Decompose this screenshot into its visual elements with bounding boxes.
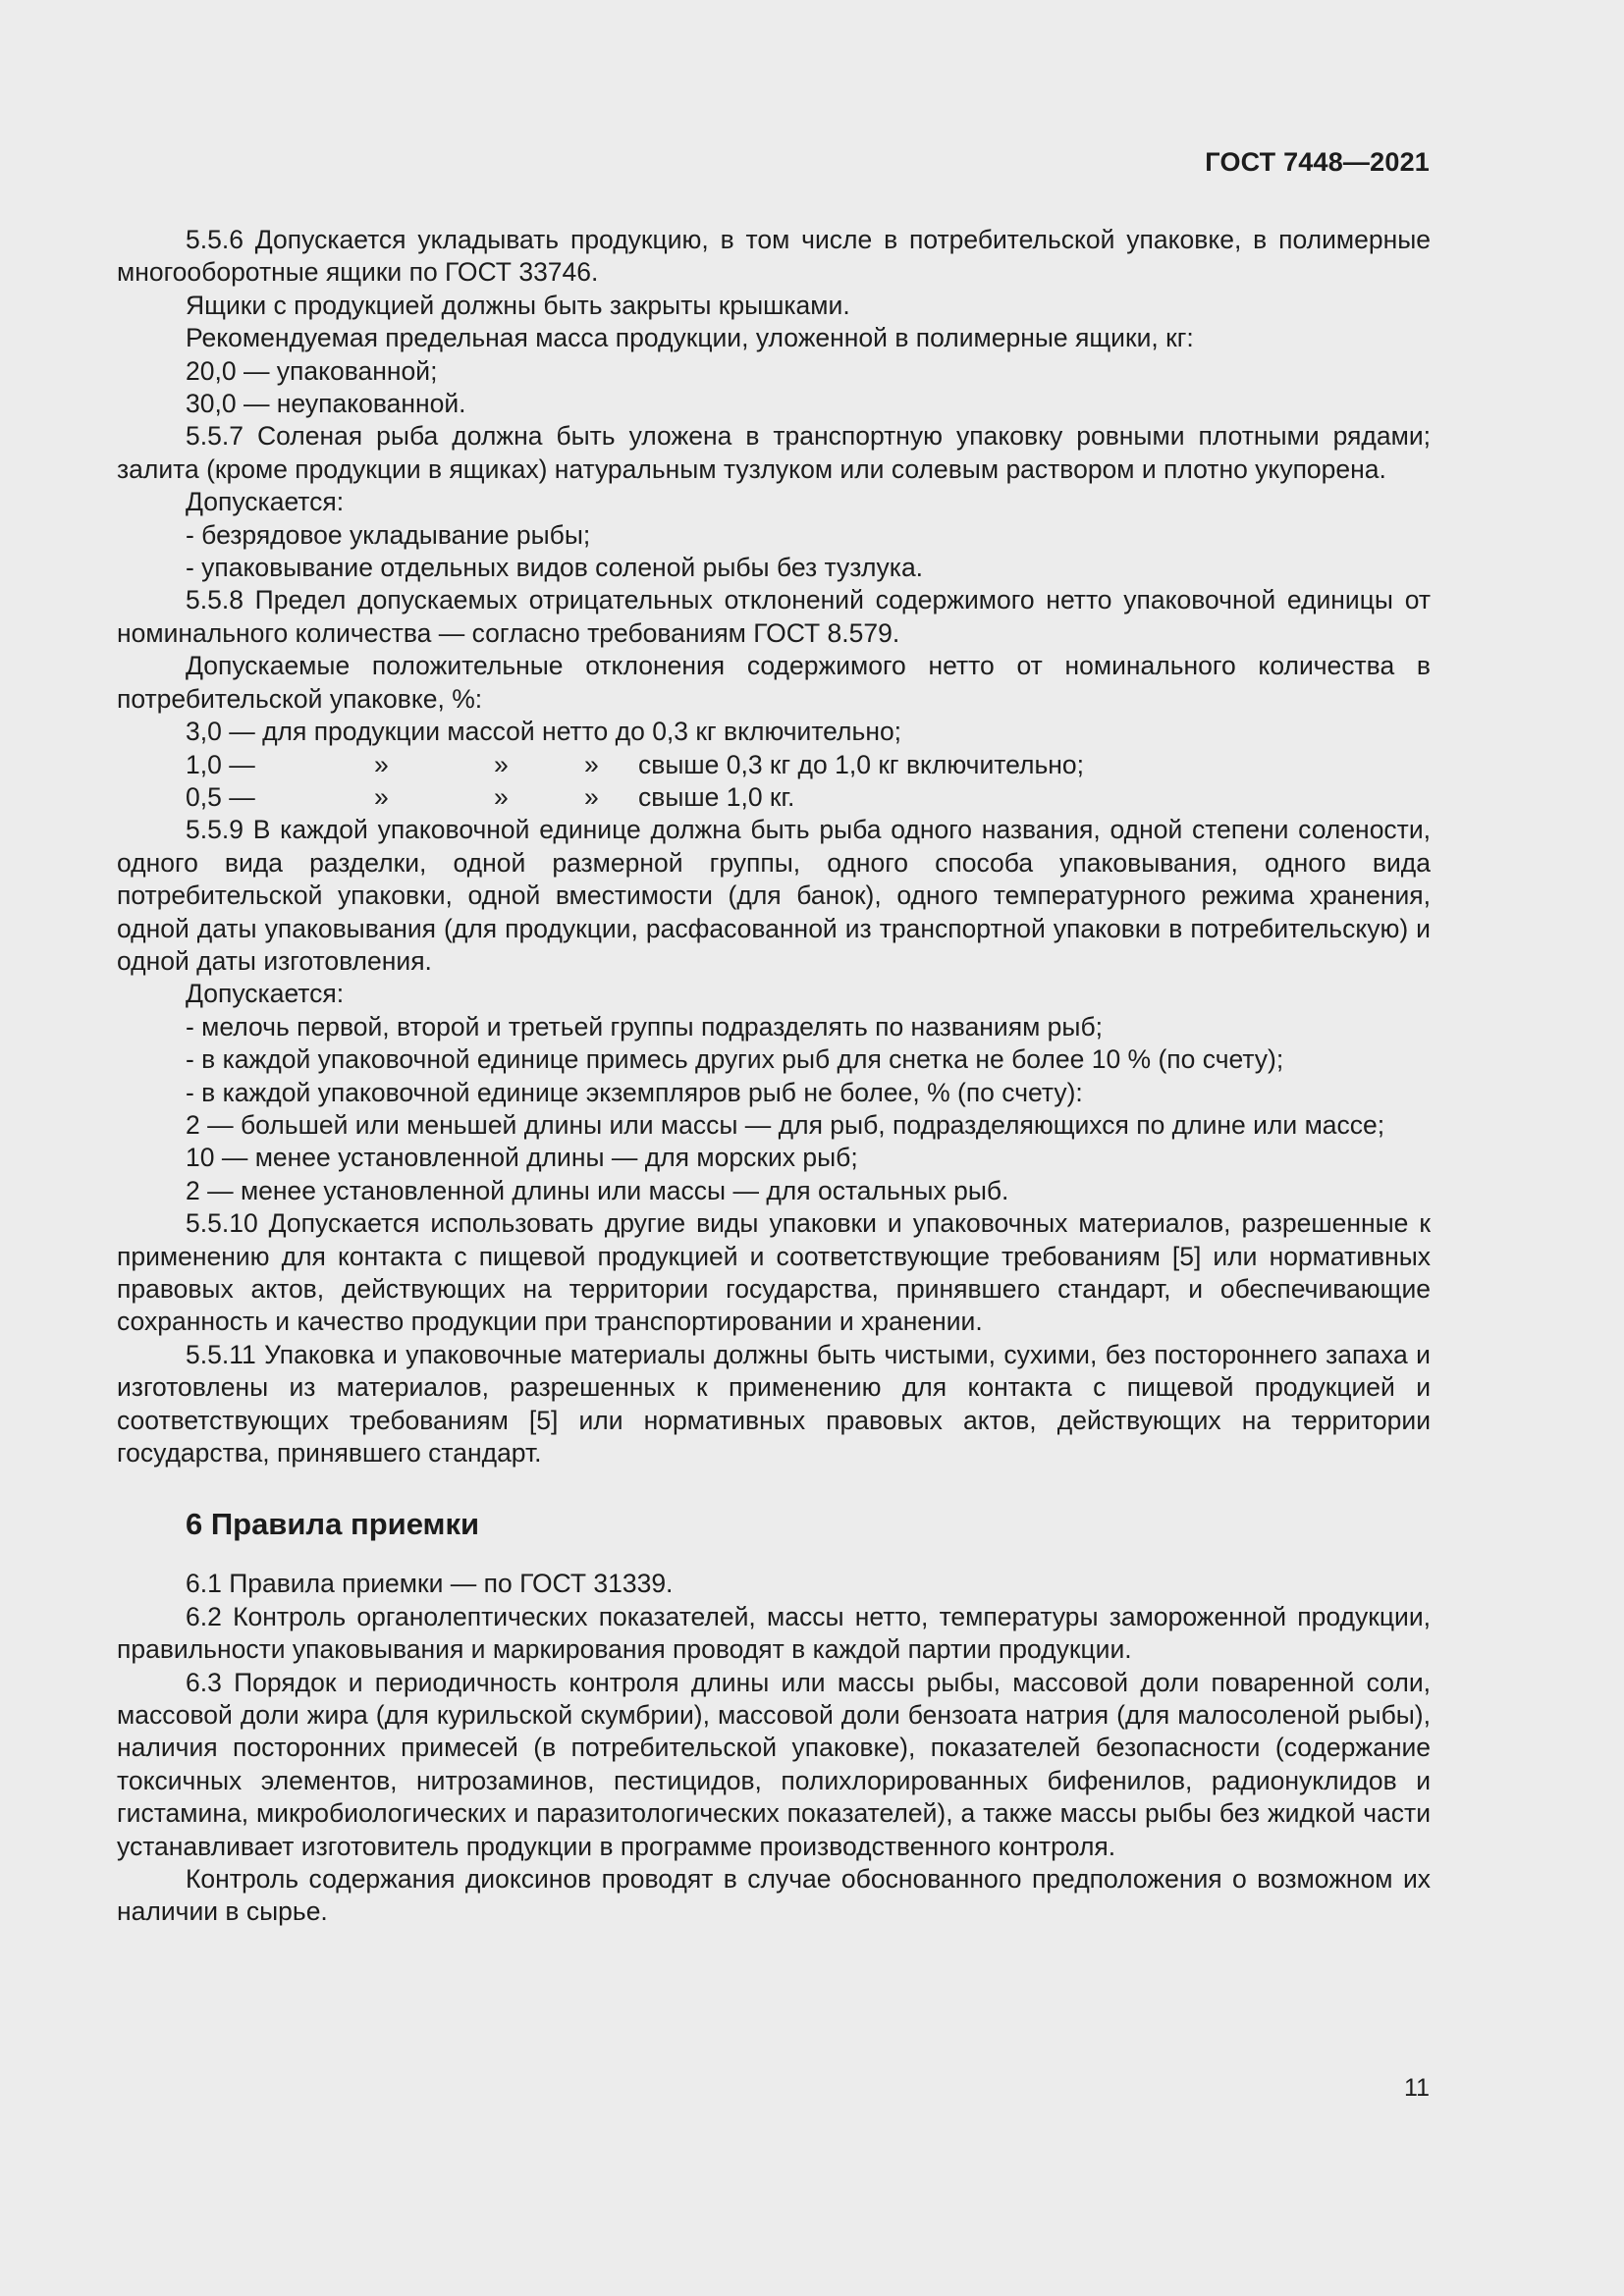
list-item-rowless-laying: - безрядовое укладывание рыбы; (186, 519, 591, 550)
deviation-row-0-5 (117, 781, 1431, 814)
paragraph-5-5-7: 5.5.7 Соленая рыба должна быть уложена в транспортную упаковку ровными плотными рядами; залита (кроме продукции в ящиках) натуральным тузлуком или солевым раствором и плотно укупорена. (117, 421, 1431, 484)
paragraph-6-3: 6.3 Порядок и периодичность контроля длины или массы рыбы, массовой доли поваренной соли, массовой доли жира (для курильской скумбрии), массовой доли бензоата натрия (для малосоленой рыбы), наличия посторонних примесей (в потребительской упаковке), показателей безопасности (содержание токсичных элементов, нитрозаминов, пестицидов, полихлорированных бифенилов, радионуклидов и гистамина, микробиологических и паразитологических показателей), а также массы рыбы без жидкой части устанавливает изготовитель продукции в программе производственного контроля. (117, 1667, 1431, 1861)
list-item-small-fish: - мелочь первой, второй и третьей группы подразделять по названиям рыб; (186, 1011, 1103, 1041)
paragraph-6-1: 6.1 Правила приемки — по ГОСТ 31339. (186, 1569, 674, 1599)
deviation-range: свыше 0,3 кг до 1,0 кг включительно; (638, 749, 1084, 779)
ditto-mark: » (584, 749, 599, 779)
list-item-length-or-mass: 2 — большей или меньшей длины или массы — для рыб, подразделяющихся по длине или массе; (186, 1109, 1385, 1140)
paragraph-allowed-label: Допускается: (186, 487, 345, 517)
paragraph-dioxins: Контроль содержания диоксинов проводят в случае обоснованного предположения о возможном их наличии в сырье. (117, 1864, 1431, 1927)
ditto-mark: » (584, 781, 599, 812)
page-number: 11 (1404, 2074, 1430, 2102)
deviation-value: 0,5 — (186, 781, 255, 812)
mass-packed-item: 20,0 — упакованной; (186, 355, 438, 386)
paragraph-5-5-10: 5.5.10 Допускается использовать другие виды упаковки и упаковочных материалов, разрешенные к применению для контакта с пищевой продукцией и соответствующие требованиям [5] или нормативных правовых актов, действующих на территории государства, принявшего стандарт, и обеспечивающие сохранность и качество продукции при транспортировании и хранении. (117, 1208, 1431, 1337)
paragraph-5-5-9: 5.5.9 В каждой упаковочной единице должна быть рыба одного названия, одной степени солености, одного вида разделки, одной размерной группы, одного способа упаковывания, одного вида потребительской упаковки, одной вместимости (для банок), одного температурного режима хранения, одной даты упаковывания (для продукции, расфасованной из транспортной упаковки в потребительскую) и одной даты изготовления. (117, 815, 1431, 976)
list-item-admixture: - в каждой упаковочной единице примесь других рыб для снетка не более 10 % (по счету); (186, 1044, 1284, 1075)
list-item-no-brine: - упаковывание отдельных видов соленой рыбы без тузлука. (186, 553, 924, 583)
deviation-row-3-0: 3,0 — для продукции массой нетто до 0,3 кг включительно; (186, 717, 902, 747)
ditto-mark: » (494, 749, 509, 779)
list-item-other-fish: 2 — менее установленной длины или массы — для остальных рыб. (186, 1175, 1009, 1205)
document-body (117, 224, 1431, 1929)
mass-unpacked-item: 30,0 — неупакованной. (186, 389, 466, 419)
paragraph-boxes-closed: Ящики с продукцией должны быть закрыты крышками. (186, 290, 850, 320)
deviation-row-1-0 (117, 749, 1431, 781)
section-heading-6: 6 Правила приемки (186, 1507, 480, 1542)
ditto-mark: » (494, 781, 509, 812)
ditto-mark: » (374, 749, 389, 779)
paragraph-5-5-11: 5.5.11 Упаковка и упаковочные материалы должны быть чистыми, сухими, без постороннего запаха и изготовлены из материалов, разрешенных к применению для контакта с пищевой продукцией и соответствующих требованиям [5] или нормативных правовых актов, действующих на территории государства, принявшего стандарт. (117, 1339, 1431, 1468)
list-item-specimens: - в каждой упаковочной единице экземпляров рыб не более, % (по счету): (186, 1077, 1083, 1107)
paragraph-positive-deviations: Допускаемые положительные отклонения содержимого нетто от номинального количества в потребительской упаковке, %: (117, 651, 1431, 714)
paragraph-allowed-label: Допускается: (186, 979, 345, 1009)
document-code: ГОСТ 7448—2021 (1205, 147, 1430, 177)
paragraph-5-5-8: 5.5.8 Предел допускаемых отрицательных отклонений содержимого нетто упаковочной единицы от номинального количества — согласно требованиям ГОСТ 8.579. (117, 585, 1431, 648)
deviation-range: свыше 1,0 кг. (638, 781, 795, 812)
paragraph-5-5-6: 5.5.6 Допускается укладывать продукцию, в том числе в потребительской упаковке, в полимерные многооборотные ящики по ГОСТ 33746. (117, 225, 1431, 288)
paragraph-6-2: 6.2 Контроль органолептических показателей, массы нетто, температуры замороженной продукции, правильности упаковывания и маркирования проводят в каждой партии продукции. (117, 1601, 1431, 1665)
deviation-value: 1,0 — (186, 749, 255, 779)
list-item-sea-fish: 10 — менее установленной длины — для морских рыб; (186, 1143, 858, 1173)
paragraph-recommended-mass: Рекомендуемая предельная масса продукции, уложенной в полимерные ящики, кг: (186, 323, 1194, 353)
ditto-mark: » (374, 781, 389, 812)
